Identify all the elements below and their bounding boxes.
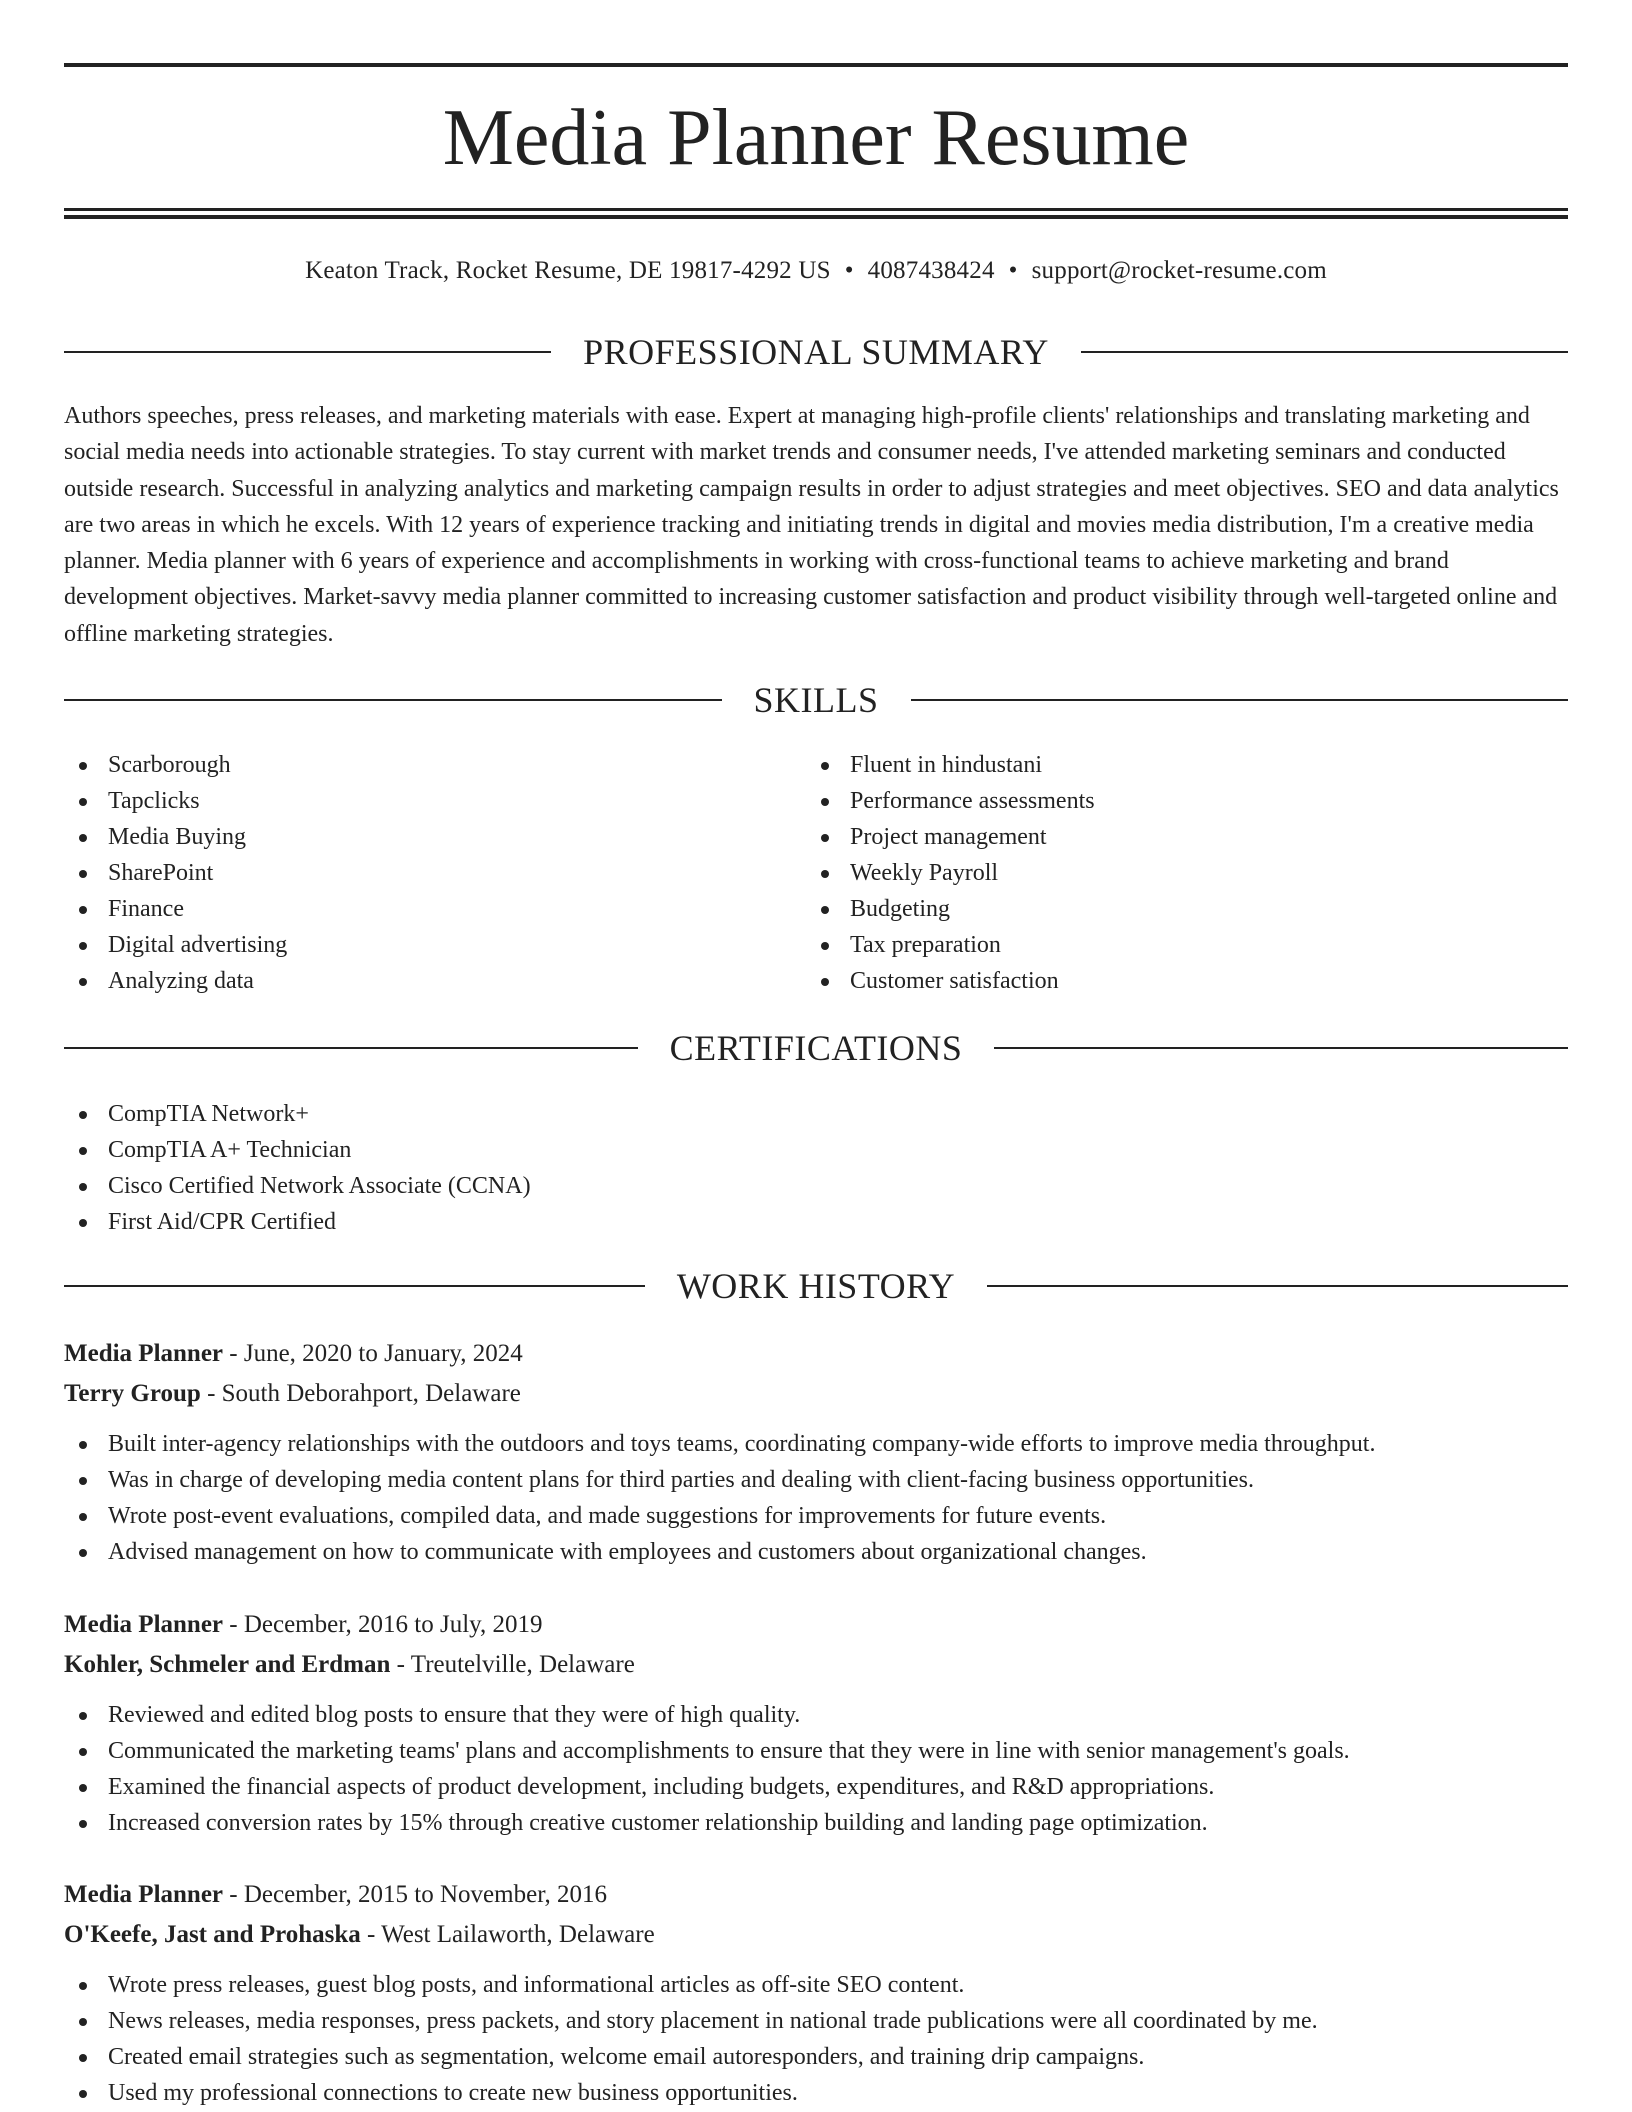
contact-email: support@rocket-resume.com [1031,257,1327,284]
job-bullets [64,1697,1568,1841]
skill-item: Budgeting [806,891,1095,927]
certification-item: CompTIA Network+ [64,1096,531,1132]
resume-title: Media Planner Resume [442,94,1190,182]
skill-item: Finance [64,891,287,927]
job-company-line [64,1374,1568,1414]
job-dates: - December, 2015 to November, 2016 [223,1881,608,1908]
job-bullet: Wrote post-event evaluations, compiled data, and made suggestions for improvements for future events. [64,1498,1568,1534]
job-location: - West Lailaworth, Delaware [360,1921,655,1948]
section-divider [911,699,1569,701]
job-company: Terry Group [64,1380,201,1407]
job-company-line [64,1915,1568,1955]
contact-address: Keaton Track, Rocket Resume, DE 19817-4292 US [305,257,831,284]
job-company: O'Keefe, Jast and Prohaska [64,1921,361,1948]
job-entry [64,1334,1568,1570]
job-dates: - June, 2020 to January, 2024 [223,1340,523,1367]
skill-item: Analyzing data [64,963,287,999]
job-entry [64,1605,1568,1841]
section-divider [64,351,551,353]
skills-heading: SKILLS [753,680,879,720]
job-location: - South Deborahport, Delaware [200,1380,521,1407]
job-bullet: Communicated the marketing teams' plans and accomplishments to ensure that they were in line with senior management's goals. [64,1733,1568,1769]
section-divider [64,699,722,701]
job-bullet: Increased conversion rates by 15% through creative customer relationship building and landing page optimization. [64,1805,1568,1841]
job-bullet: Created email strategies such as segmentation, welcome email autoresponders, and training drip campaigns. [64,2039,1568,2075]
job-bullet: Built inter-agency relationships with the outdoors and toys teams, coordinating company-wide efforts to improve media throughput. [64,1426,1568,1462]
job-bullet: Was in charge of developing media content plans for third parties and dealing with client-facing business opportunities. [64,1462,1568,1498]
skill-item: SharePoint [64,855,287,891]
job-role-line [64,1875,1568,1915]
section-divider [64,1047,638,1049]
skills-list-left [64,747,287,999]
skill-item: Customer satisfaction [806,963,1095,999]
job-bullet: Wrote press releases, guest blog posts, and informational articles as off-site SEO content. [64,1967,1568,2003]
top-rule [64,63,1568,67]
summary-heading: PROFESSIONAL SUMMARY [583,332,1049,372]
job-entry [64,1875,1568,2111]
title-rule-upper [64,208,1568,211]
job-role-line [64,1605,1568,1645]
contact-separator: • [1008,257,1018,284]
skill-item: Weekly Payroll [806,855,1095,891]
contact-phone: 4087438424 [867,257,995,284]
certification-item: CompTIA A+ Technician [64,1132,531,1168]
section-divider [987,1285,1568,1287]
summary-text: Authors speeches, press releases, and marketing materials with ease. Expert at managing high-profile clients' relationships and translating marketing and social media needs into actionable strategies. To stay current with market trends and consumer needs, I've attended marketing seminars and conducted outside research. Successful in analyzing analytics and marketing campaign results in order to adjust strategies and meet objectives. SEO and data analytics are two areas in which he excels. With 12 years of experience tracking and initiating trends in digital and movies media distribution, I'm a creative media planner. Media planner with 6 years of experience and accomplishments in working with cross-functional teams to achieve marketing and brand development objectives. Market-savvy media planner committed to increasing customer satisfaction and product visibility through well-targeted online and offline marketing strategies. [64,403,1559,647]
certification-item: Cisco Certified Network Associate (CCNA) [64,1168,531,1204]
section-divider [1081,351,1568,353]
job-bullet: Used my professional connections to create new business opportunities. [64,2075,1568,2111]
job-company-line [64,1645,1568,1685]
certification-item: First Aid/CPR Certified [64,1204,531,1240]
title-rule-lower [64,215,1568,219]
skill-item: Media Buying [64,819,287,855]
job-title: Media Planner [64,1611,224,1638]
job-bullets [64,1967,1568,2111]
job-location: - Treutelville, Delaware [390,1651,635,1678]
job-bullet: Reviewed and edited blog posts to ensure that they were of high quality. [64,1697,1568,1733]
section-divider [994,1047,1568,1049]
skill-item: Tapclicks [64,783,287,819]
skill-item: Performance assessments [806,783,1095,819]
job-bullet: Advised management on how to communicate with employees and customers about organizational changes. [64,1534,1568,1570]
job-dates: - December, 2016 to July, 2019 [223,1611,543,1638]
job-bullets [64,1426,1568,1570]
job-title: Media Planner [64,1340,224,1367]
job-bullet: Examined the financial aspects of product development, including budgets, expenditures, and R&D appropriations. [64,1769,1568,1805]
certifications-heading: CERTIFICATIONS [669,1028,963,1068]
skill-item: Digital advertising [64,927,287,963]
job-title: Media Planner [64,1881,224,1908]
skill-item: Project management [806,819,1095,855]
skills-list-right [806,747,1095,999]
contact-separator: • [844,257,854,284]
work-history-heading: WORK HISTORY [676,1266,956,1306]
contact-line [64,253,1568,289]
skill-item: Tax preparation [806,927,1095,963]
certifications-list [64,1096,531,1240]
work-history-section-header [64,1264,1568,1308]
skill-item: Fluent in hindustani [806,747,1095,783]
section-divider [64,1285,645,1287]
summary-section-header [64,330,1568,374]
job-role-line [64,1334,1568,1374]
certifications-section-header [64,1026,1568,1070]
job-company: Kohler, Schmeler and Erdman [64,1651,391,1678]
job-bullet: News releases, media responses, press packets, and story placement in national trade publications were all coordinated by me. [64,2003,1568,2039]
skills-section-header [64,678,1568,722]
skill-item: Scarborough [64,747,287,783]
